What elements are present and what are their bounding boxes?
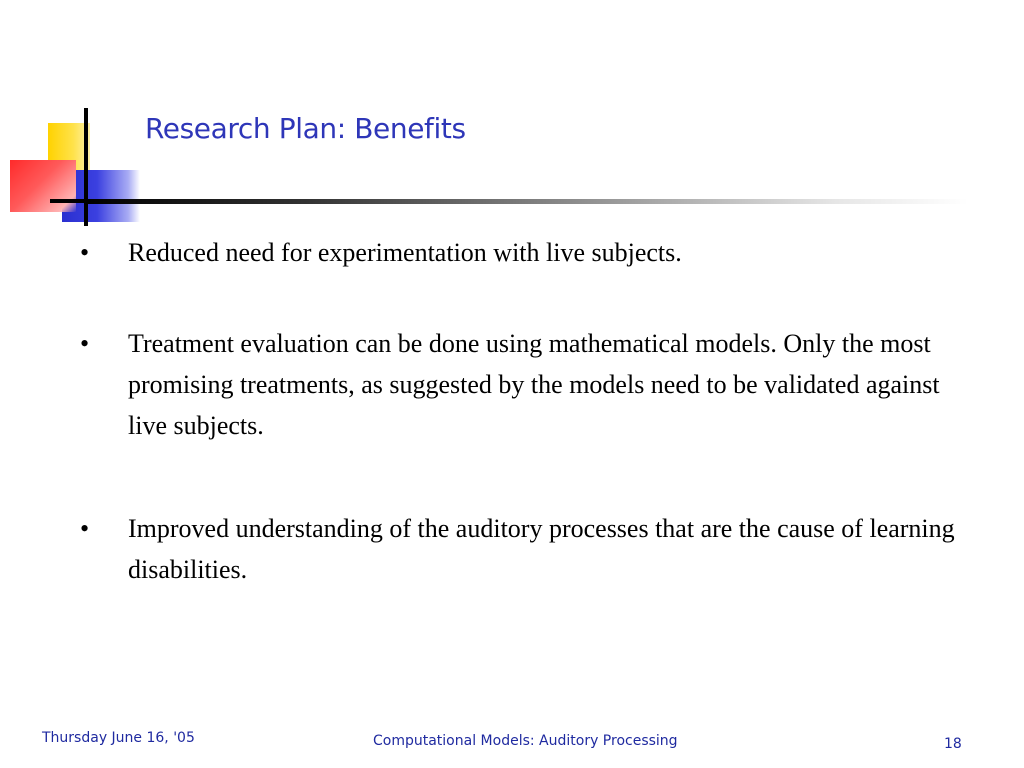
- bullet-list: [75, 232, 980, 590]
- logo-vertical-line: [84, 108, 88, 226]
- bullet-text: Treatment evaluation can be done using mathematical models. Only the most promising treatments, as suggested by the models need to be validated against live subjects.: [128, 329, 940, 440]
- bullet-item: [75, 232, 980, 273]
- footer-page-number: 18: [944, 736, 962, 752]
- bullet-item: [75, 323, 980, 446]
- bullet-icon: •: [80, 238, 90, 267]
- logo-red-square: [10, 160, 76, 212]
- bullet-text: Improved understanding of the auditory processes that are the cause of learning disabilities.: [128, 514, 955, 584]
- slide-title: Research Plan: Benefits: [145, 112, 466, 145]
- bullet-icon: •: [80, 329, 90, 358]
- bullet-icon: •: [80, 514, 90, 543]
- title-divider: [88, 199, 968, 204]
- slide-logo-decoration: [0, 0, 160, 240]
- footer-date: Thursday June 16, '05: [42, 730, 195, 746]
- footer-title: Computational Models: Auditory Processing: [373, 733, 678, 749]
- bullet-item: [75, 508, 980, 590]
- bullet-text: Reduced need for experimentation with live subjects.: [128, 238, 682, 267]
